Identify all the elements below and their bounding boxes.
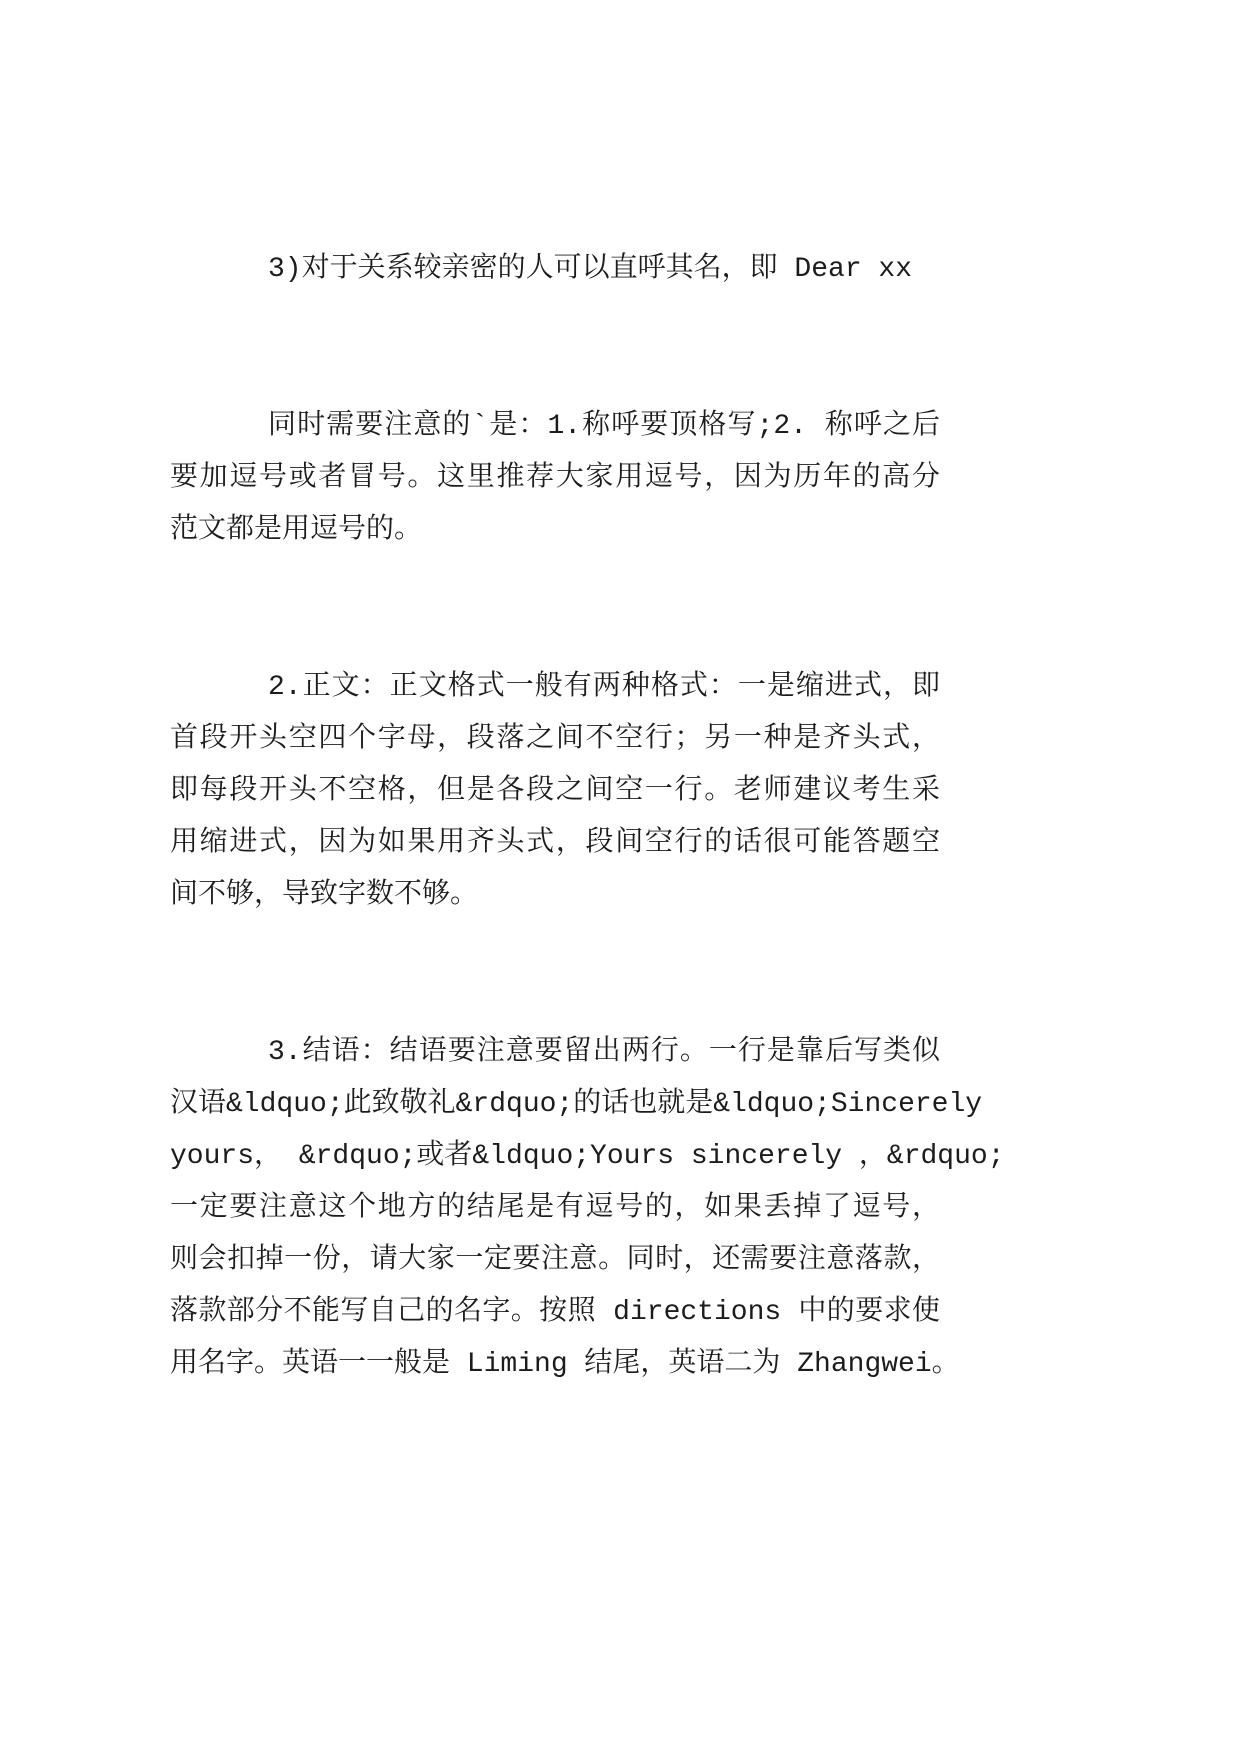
text-line: 落款部分不能写自己的名字。按照 directions 中的要求使 (170, 1297, 940, 1328)
text-line: 同时需要注意的`是：1.称呼要顶格写;2. 称呼之后 (268, 411, 940, 442)
paragraph-salutation-note (170, 244, 940, 296)
text-line: 则会扣掉一份，请大家一定要注意。同时，还需要注意落款， (170, 1245, 940, 1276)
text-line: 首段开头空四个字母，段落之间不空行；另一种是齐头式， (170, 724, 940, 755)
text-line: 一定要注意这个地方的结尾是有逗号的，如果丢掉了逗号， (170, 1193, 940, 1224)
text-line: 3.结语：结语要注意要留出两行。一行是靠后写类似 (268, 1037, 940, 1068)
text-line: 间不够，导致字数不够。 (170, 880, 479, 911)
paragraph-closing-format (170, 1027, 1005, 1391)
text-line: 即每段开头不空格，但是各段之间空一行。老师建议考生采 (170, 776, 940, 807)
text-line: 用缩进式，因为如果用齐头式，段间空行的话很可能答题空 (170, 828, 940, 859)
text-line: 汉语&ldquo;此致敬礼&rdquo;的话也就是&ldquo;Sincerely (170, 1089, 983, 1120)
paragraph-salutation-rules (170, 401, 940, 557)
text-line: 范文都是用逗号的。 (170, 515, 423, 546)
text-line: 要加逗号或者冒号。这里推荐大家用逗号，因为历年的高分 (170, 463, 940, 494)
text-line: 用名字。英语一一般是 Liming 结尾，英语二为 Zhangwei。 (170, 1349, 960, 1380)
paragraph-body-format (170, 662, 940, 922)
text-line: yours， &rdquo;或者&ldquo;Yours sincerely ，&rdquo; (170, 1141, 1005, 1172)
text-line: 2.正文：正文格式一般有两种格式：一是缩进式，即 (268, 672, 940, 703)
text-line: 3)对于关系较亲密的人可以直呼其名，即 Dear xx (268, 254, 913, 285)
